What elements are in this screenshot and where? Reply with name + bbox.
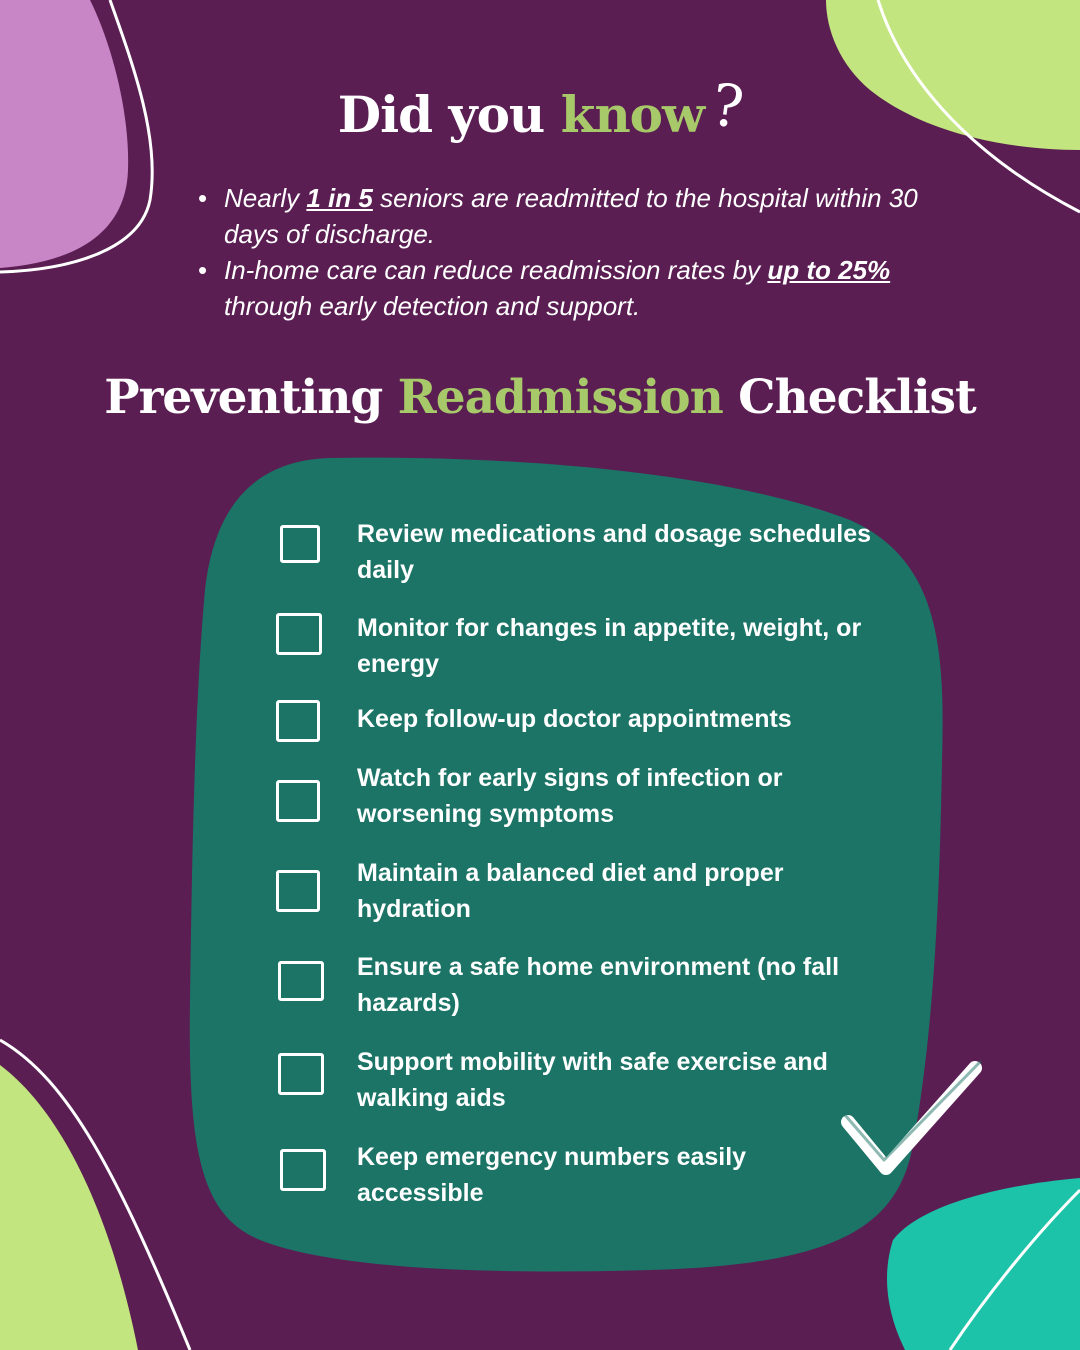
checklist-item-label: Support mobility with safe exercise and walking aids [357,1048,828,1112]
facts-list [200,180,920,324]
heading-text: Did you [337,85,561,144]
checkbox[interactable] [276,780,320,822]
fact-item: • In-home care can reduce readmission rates by up to 25% through early detection and support. [200,252,920,324]
checklist-item[interactable] [270,780,320,822]
heading-accent-text: know [560,85,705,144]
checklist-item[interactable] [270,613,322,655]
fact-highlight: 1 in 5 [306,183,373,213]
turquoise-blob [887,1178,1080,1350]
checklist-item[interactable] [270,870,320,912]
checklist-item-label: Review medications and dosage schedules daily [357,520,872,584]
checkbox[interactable] [276,870,320,912]
checklist-item-label: Monitor for changes in appetite, weight, or energy [357,614,862,678]
checklist-title-accent: Readmission [397,370,723,425]
checklist-title: Preventing Readmission Checklist [104,370,976,425]
did-you-know-heading [0,70,1080,146]
checklist-item-label: Keep follow-up doctor appointments [357,705,792,733]
checkbox[interactable] [276,613,322,655]
checkbox[interactable] [280,525,320,563]
checklist-item-label: Watch for early signs of infection or worsening symptoms [357,764,783,828]
checklist-item-label: Keep emergency numbers easily accessible [357,1143,747,1207]
checklist-item[interactable] [270,961,324,1001]
checklist-item[interactable] [270,525,320,563]
fact-highlight: up to 25% [767,255,891,285]
checklist-item[interactable] [270,1053,324,1095]
checkbox[interactable] [280,1149,326,1191]
checkbox[interactable] [276,700,320,742]
checklist-item-label: Ensure a safe home environment (no fall hazards) [357,953,840,1017]
checkbox[interactable] [278,1053,324,1095]
fact-item: • Nearly 1 in 5 seniors are readmitted to the hospital within 30 days of discharge. [200,180,920,252]
question-mark-icon: ? [707,70,747,142]
checklist-item[interactable] [270,1149,326,1191]
checklist-item-label: Maintain a balanced diet and proper hydration [357,859,784,923]
checklist-item[interactable] [270,700,320,742]
checkbox[interactable] [278,961,324,1001]
